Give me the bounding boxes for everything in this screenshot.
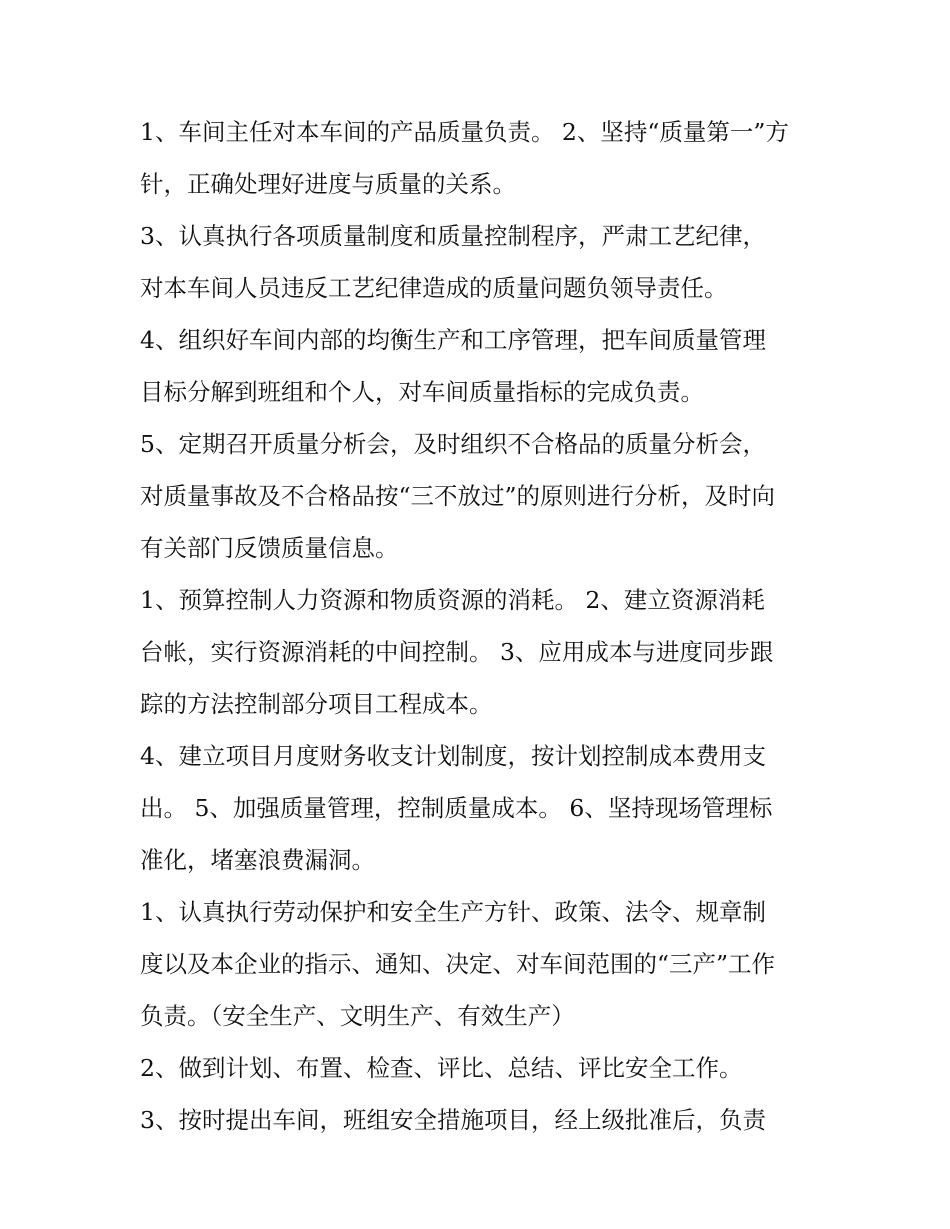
text-line: 针，正确处理好进度与质量的关系。 — [140, 170, 516, 198]
text-line: 3、认真执行各项质量制度和质量控制程序，严肃工艺纪律， — [140, 222, 766, 250]
text-line: 4、建立项目月度财务收支计划制度，按计划控制成本费用支 — [140, 742, 766, 770]
text-line: 目标分解到班组和个人，对车间质量指标的完成负责。 — [140, 378, 704, 406]
text-line: 1、预算控制人力资源和物质资源的消耗。 2、建立资源消耗 — [140, 586, 765, 614]
text-line: 3、按时提出车间，班组安全措施项目，经上级批准后，负责 — [140, 1106, 766, 1134]
text-line: 对本车间人员违反工艺纪律造成的质量问题负领导责任。 — [140, 274, 728, 302]
text-line: 准化，堵塞浪费漏洞。 — [140, 846, 375, 874]
document-text — [140, 106, 820, 1146]
text-line: 台帐，实行资源消耗的中间控制。 3、应用成本与进度同步跟 — [140, 638, 774, 666]
text-line: 踪的方法控制部分项目工程成本。 — [140, 690, 493, 718]
text-line: 有关部门反馈质量信息。 — [140, 534, 399, 562]
text-line: 负责。（安全生产、文明生产、有效生产） — [140, 1002, 575, 1030]
text-line: 度以及本企业的指示、通知、决定、对车间范围的“三产”工作 — [140, 950, 776, 978]
text-line: 1、认真执行劳动保护和安全生产方针、政策、法令、规章制 — [140, 898, 766, 926]
text-line: 出。 5、加强质量管理，控制质量成本。 6、坚持现场管理标 — [140, 794, 773, 822]
text-line: 5、定期召开质量分析会，及时组织不合格品的质量分析会， — [140, 430, 766, 458]
text-line: 2、做到计划、布置、检查、评比、总结、评比安全工作。 — [140, 1054, 743, 1082]
text-line: 1、车间主任对本车间的产品质量负责。 2、坚持“质量第一”方 — [140, 118, 789, 146]
text-line: 对质量事故及不合格品按“三不放过”的原则进行分析，及时向 — [140, 482, 776, 510]
text-line: 4、组织好车间内部的均衡生产和工序管理，把车间质量管理 — [140, 326, 766, 354]
